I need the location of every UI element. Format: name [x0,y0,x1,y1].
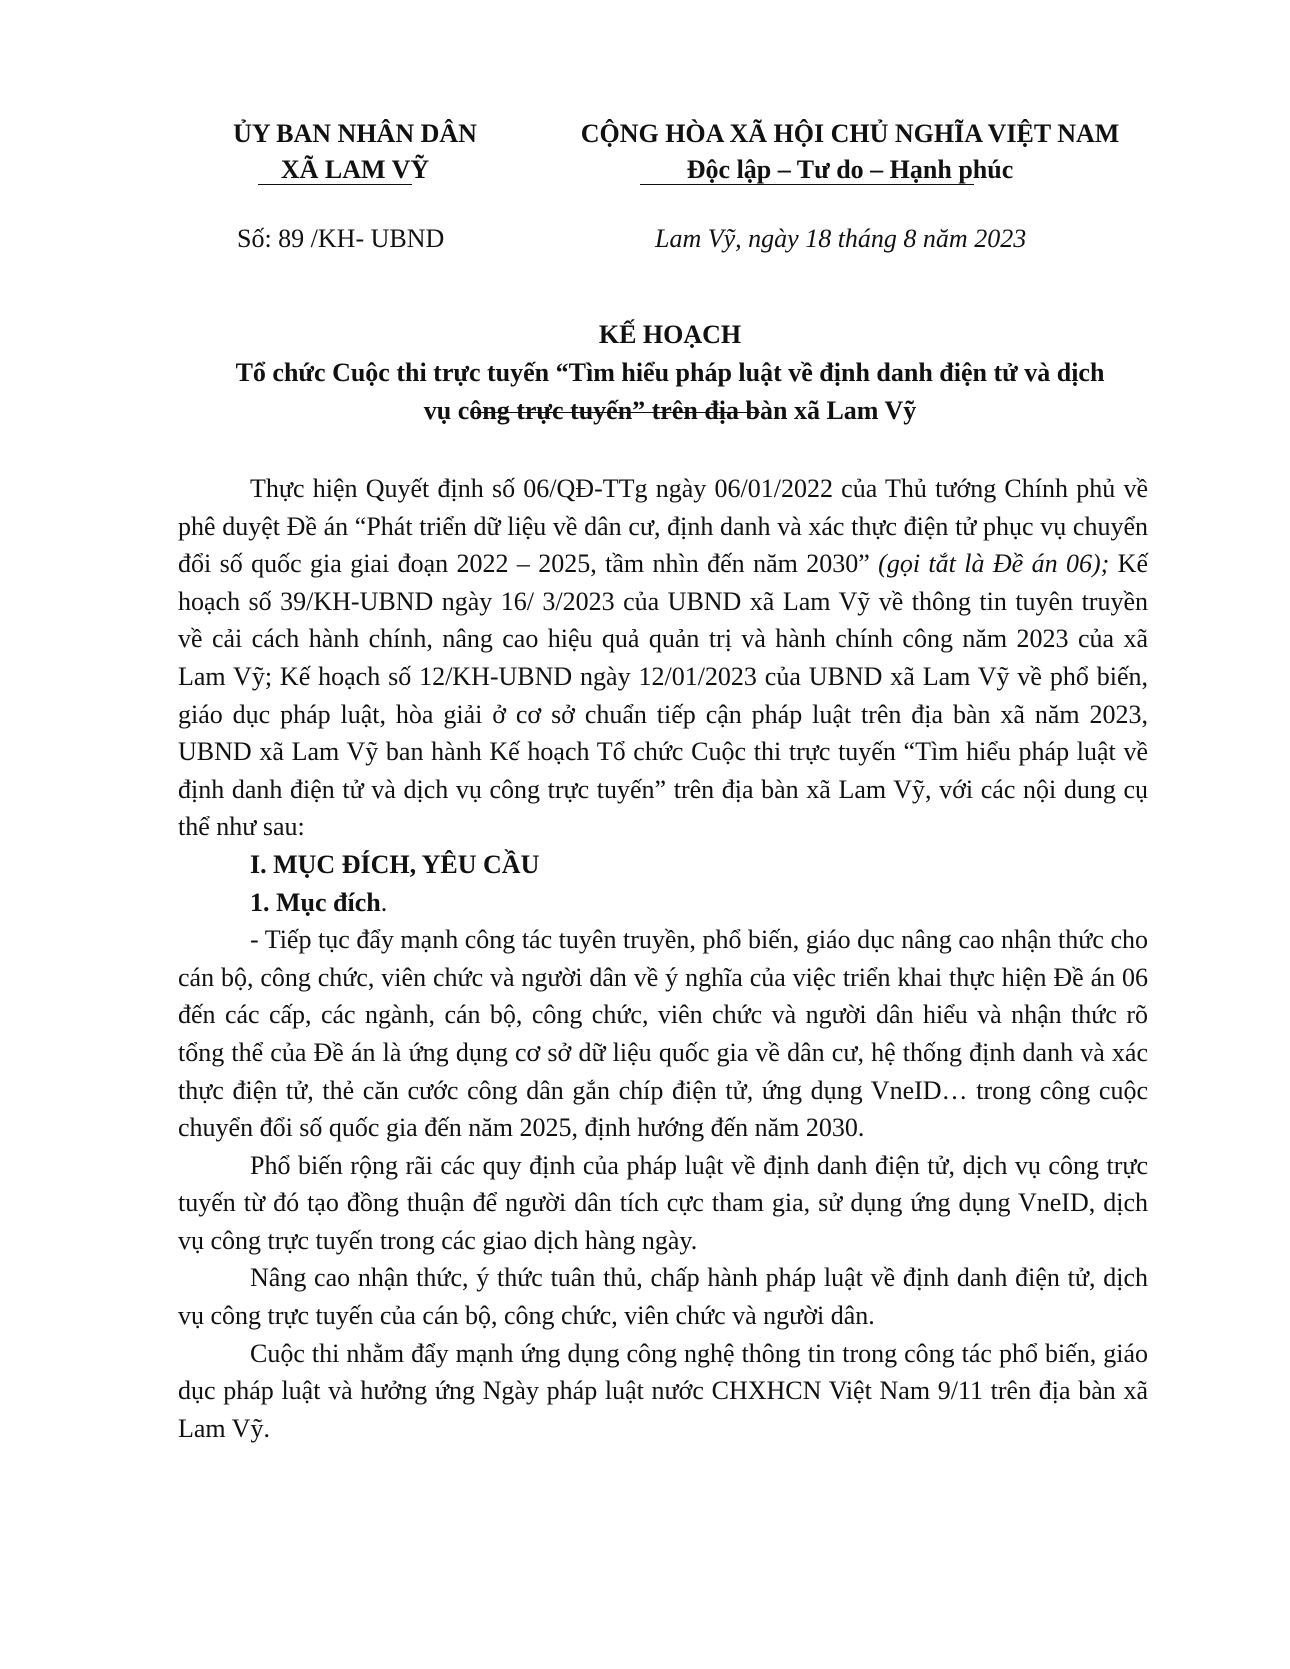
country-name: CỘNG HÒA XÃ HỘI CHỦ NGHĨA VIỆT NAM [580,119,1120,148]
motto-underline [640,184,974,185]
title-sub-line2: vụ công trực tuyến” trên địa bàn xã Lam Vỹ [423,396,917,425]
title-sub-line1: Tổ chức Cuộc thi trực tuyến “Tìm hiểu pháp luật về định danh điện tử và dịch [235,358,1105,387]
subsection-dot: . [380,887,388,917]
document-number: Số: 89 /KH- UBND [237,224,445,253]
motto: Độc lập – Tư do – Hạnh phúc [686,155,1014,184]
national-motto [560,116,1140,188]
intro-paragraph [178,470,1148,846]
authority-underline [258,184,412,185]
paragraph-2: Phổ biến rộng rãi các quy định của pháp luật về định danh điện tử, dịch vụ công trực tuyến từ đó tạo đồng thuận để người dân tích cực tham gia, sử dụng ứng dụng VneID, dịch vụ công trực tuyến trong các giao dịch hàng ngày. [178,1150,1148,1255]
paragraph-1: - Tiếp tục đẩy mạnh công tác tuyên truyền, phổ biến, giáo dục nâng cao nhận thức cho cán bộ, công chức, viên chức và người dân về ý nghĩa của việc triển khai thực hiện Đề án 06 đến các cấp, các ngành, cán bộ, công chức, viên chức và người dân hiểu và nhận thức rõ tổng thể của Đề án là ứng dụng cơ sở dữ liệu quốc gia về dân cư, hệ thống định danh và xác thực điện tử, thẻ căn cước công dân gắn chíp điện tử, ứng dụng VneID… trong công cuộc chuyển đổi số quốc gia đến năm 2025, định hướng đến năm 2030. [178,925,1148,1143]
authority-line2: XÃ LAM VỸ [280,155,430,184]
intro-text-a: Thực hiện Quyết định số 06/QĐ-TTg ngày 06/01/2022 của Thủ tướng Chính phủ về phê duyệt Đề án “Phát triển dữ liệu về dân cư, định danh và xác thực điện tử phục vụ chuyển đổi số quốc gia giai đoạn 2022 – 2025, tầm nhìn đến năm 2030” [178,474,1148,579]
intro-text-b: Kế hoạch số 39/KH-UBND ngày 16/ 3/2023 của UBND xã Lam Vỹ về thông tin tuyên truyền về cải cách hành chính, nâng cao hiệu quả quản trị và hành chính công năm 2023 của xã Lam Vỹ; Kế hoạch số 12/KH-UBND ngày 12/01/2023 của UBND xã Lam Vỹ về phổ biến, giáo dục pháp luật, hòa giải ở cơ sở chuẩn tiếp cận pháp luật trên địa bàn xã năm 2023, UBND xã Lam Vỹ ban hành Kế hoạch Tổ chức Cuộc thi trực tuyến “Tìm hiểu pháp luật về định danh điện tử và dịch vụ công trực tuyến” trên địa bàn xã Lam Vỹ, với các nội dung cụ thể như sau: [178,549,1148,842]
intro-italic: (gọi tắt là Đề án 06); [878,549,1110,579]
title-underline [470,412,760,413]
authority-line1: ỦY BAN NHÂN DÂN [233,119,477,148]
paragraph-4: Cuộc thi nhằm đẩy mạnh ứng dụng công nghệ thông tin trong công tác phổ biến, giáo dục pháp luật và hưởng ứng Ngày pháp luật nước CHXHCN Việt Nam 9/11 trên địa bàn xã Lam Vỹ. [178,1338,1148,1443]
document-date: Lam Vỹ, ngày 18 tháng 8 năm 2023 [655,224,1027,253]
subsection-heading [250,884,1148,922]
section-heading: I. MỤC ĐÍCH, YÊU CẦU [250,849,540,879]
issuing-authority [200,116,510,188]
paragraph-3: Nâng cao nhận thức, ý thức tuân thủ, chấp hành pháp luật về định danh điện tử, dịch vụ công trực tuyến của cán bộ, công chức, viên chức và người dân. [178,1263,1148,1331]
subsection-title: 1. Mục đích [250,887,381,917]
document-body [178,470,1148,1447]
title-main: KẾ HOẠCH [598,320,742,349]
